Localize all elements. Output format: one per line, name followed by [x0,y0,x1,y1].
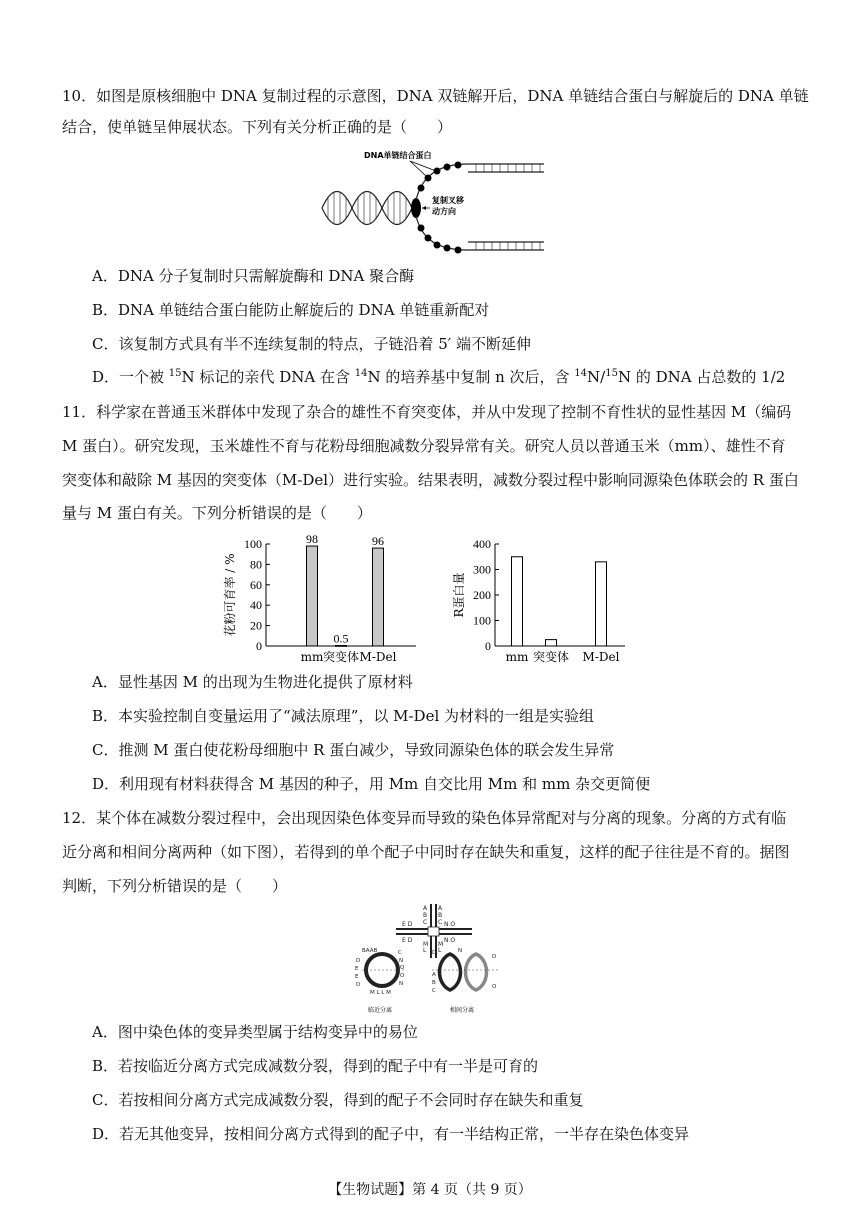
category-label: M-Del [359,650,397,664]
svg-text:A: A [423,905,428,912]
chromosome-segregation-figure [352,902,514,1016]
q11-stem-line2: M 蛋白）。研究发现，玉米雄性不育与花粉母细胞减数分裂异常有关。研究人员以普通玉米（mm）、雄性不育 [62,437,786,455]
ssb-label: DNA单链结合蛋白 [364,151,432,160]
alternate-segregation-ring [432,948,498,994]
helicase-shape [411,198,421,218]
svg-text:C: C [423,919,428,926]
category-label: mm [505,650,529,664]
svg-text:D: D [492,954,497,960]
q10-stem-line1: 10．如图是原核细胞中 DNA 复制过程的示意图，DNA 双链解开后，DNA 单链结合蛋白与解旋后的 DNA 单链 [62,87,809,105]
q12-stem-line3: 判断，下列分析错误的是（ ） [62,877,288,895]
q10-option-d: D．一个被 $^{15}$N 标记的亲代 DNA 在含 $^{14}$N 的培养基中复制 n 次后，含 $^{14}$N/$^{15}$N 的 DNA 占总数的 1/2 [92,368,786,386]
svg-text:O: O [400,965,405,971]
bar-M-Del [373,548,384,646]
svg-text:A: A [432,972,436,978]
y-tick-label: 300 [473,562,491,577]
y-tick-label: 100 [473,613,491,628]
svg-text:N O: N O [444,921,456,928]
bar-mm [307,546,318,646]
svg-text:BAAB: BAAB [362,948,378,954]
alternate-label: 相间分离 [450,1007,475,1014]
q11-option-b: B．本实验控制自变量运用了“减法原理”，以 M-Del 为材料的一组是实验组 [92,707,595,725]
bar-M-Del [596,562,607,646]
svg-text:N: N [458,948,463,954]
y-tick-label: 40 [250,598,262,613]
svg-text:B: B [432,980,436,986]
svg-text:N O: N O [444,937,456,944]
y-axis-label: 花粉可育率 / % [223,553,237,637]
dna-replication-figure [318,146,546,262]
svg-text:E: E [355,974,359,980]
dna-double-helix [322,192,412,225]
q12-option-c: C．若按相间分离方式完成减数分裂，得到的配子不会同时存在缺失和重复 [92,1091,584,1109]
fork-direction-label-2: 动方向 [432,207,456,216]
bar-mm [512,557,523,646]
q12-option-a: A．图中染色体的变异类型属于结构变异中的易位 [92,1023,418,1041]
q11-stem-line4: 量与 M 蛋白有关。下列分析错误的是（ ） [62,504,372,522]
q10-stem-line2: 结合，使单链呈伸展状态。下列有关分析正确的是（ ） [62,118,453,136]
y-tick-label: 200 [473,588,491,602]
pollen-fertility-chart [218,530,428,668]
upper-single-strand [416,162,544,201]
q11-stem-line1: 11．科学家在普通玉米群体中发现了杂合的雄性不育突变体，并从中发现了控制不育性状的显性基因 M（编码 [62,403,792,421]
svg-text:C: C [432,988,436,994]
svg-text:D: D [356,958,361,964]
svg-text:M: M [423,941,429,948]
svg-text:A: A [438,905,443,912]
q11-stem-line3: 突变体和敲除 M 基因的突变体（M-Del）进行实验。结果表明，减数分裂过程中影响同源染色体联会的 R 蛋白 [62,471,799,489]
svg-text:C: C [438,919,443,926]
svg-text:B: B [438,912,443,919]
svg-text:L: L [438,947,442,954]
y-tick-label: 0 [485,639,491,653]
data-label: 0.5 [333,631,349,646]
page-footer: 【生物试题】第 4 页（共 9 页） [328,1182,532,1198]
svg-text:M L L M: M L L M [370,990,391,996]
y-tick-label: 100 [244,537,262,551]
y-tick-label: 80 [250,557,262,572]
y-axis-label: R蛋白量 [452,572,466,618]
y-tick-label: 0 [256,639,262,653]
svg-text:C: C [398,950,402,956]
svg-text:E D: E D [402,921,413,928]
fork-direction-label-1: 复制叉移 [432,196,464,205]
svg-text:E: E [355,966,359,972]
q11-option-d: D．利用现有材料获得含 M 基因的种子，用 Mm 自交比用 Mm 和 mm 杂交更简便 [92,775,651,793]
svg-text:L: L [423,947,427,954]
bar-突变体 [336,645,347,646]
q12-stem-line2: 近分离和相间分离两种（如下图），若得到的单个配子中同时存在缺失和重复，这样的配子往往是不育的。据图 [62,843,790,861]
category-label: M-Del [582,650,620,664]
y-tick-label: 20 [250,618,262,633]
svg-text:D: D [356,982,361,988]
y-tick-label: 400 [473,537,491,551]
q10-option-c: C．该复制方式具有半不连续复制的特点，子链沿着 5′ 端不断延伸 [92,335,531,353]
q12-option-b: B．若按临近分离方式完成减数分裂，得到的配子中有一半是可育的 [92,1057,539,1075]
q11-option-a: A．显性基因 M 的出现为生物进化提供了原材料 [92,673,413,691]
svg-text:B: B [423,912,428,919]
svg-text:O: O [400,973,405,979]
bar-突变体 [546,640,557,646]
svg-text:D: D [432,950,437,956]
svg-text:O: O [492,984,497,990]
svg-text:E D: E D [402,937,413,944]
q11-option-c: C．推测 M 蛋白使花粉母细胞中 R 蛋白减少，导致同源染色体的联会发生异常 [92,741,615,759]
data-label: 98 [306,532,318,547]
lower-single-strand [416,216,544,254]
category-label: mm [300,650,324,664]
r-protein-chart [440,530,640,668]
svg-text:M: M [438,941,444,948]
data-label: 96 [372,534,384,549]
svg-text:N: N [399,958,404,964]
y-tick-label: 60 [250,577,262,592]
q10-option-a: A．DNA 分子复制时只需解旋酶和 DNA 聚合酶 [92,267,415,285]
category-label: 突变体 [322,650,360,664]
q12-option-d: D．若无其他变异，按相间分离方式得到的配子中，有一半结构正常，一半存在染色体变异 [92,1125,690,1143]
svg-text:N: N [399,981,404,987]
q12-stem-line1: 12．某个体在减数分裂过程中，会出现因染色体变异而导致的染色体异常配对与分离的现象。分离的方式有临 [62,809,787,827]
category-label: 突变体 [532,650,570,664]
adjacent-segregation-ring [355,948,405,996]
q10-option-b: B．DNA 单链结合蛋白能防止解旋后的 DNA 单链重新配对 [92,301,490,319]
adjacent-label: 临近分离 [368,1007,393,1014]
